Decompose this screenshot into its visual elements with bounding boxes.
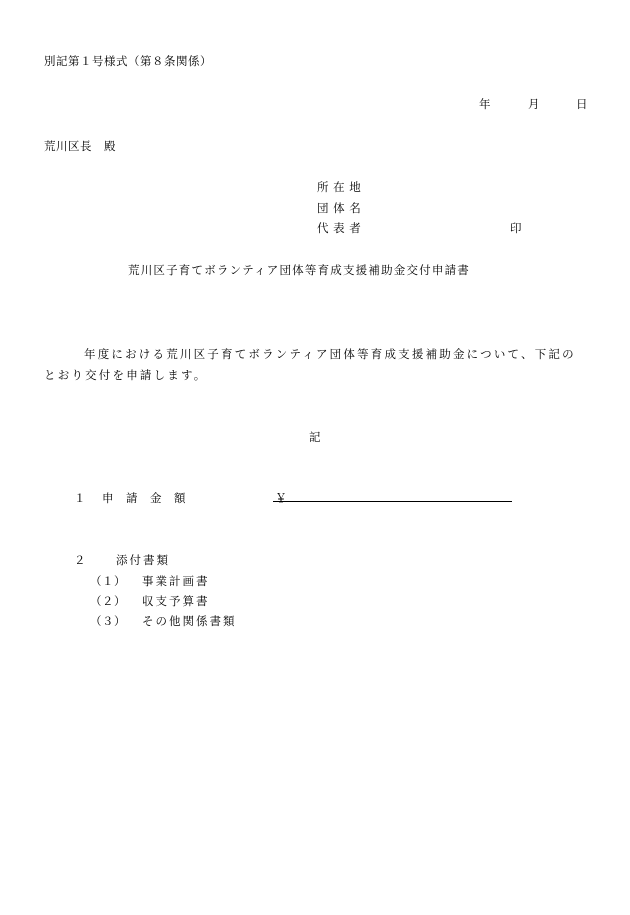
attachment-1-number: （１） bbox=[90, 574, 126, 588]
representative-label: 代 表 者 bbox=[317, 221, 362, 235]
item1-number: １ bbox=[74, 491, 86, 505]
addressee: 荒川区長 殿 bbox=[44, 139, 116, 153]
group-name-label: 団 体 名 bbox=[317, 201, 362, 215]
attachment-3-number: （３） bbox=[90, 614, 126, 628]
date-month: 月 bbox=[528, 97, 540, 111]
date-day: 日 bbox=[576, 97, 588, 111]
amount-underline bbox=[273, 501, 512, 502]
form-id: 別記第１号様式（第８条関係） bbox=[44, 54, 212, 68]
address-label: 所 在 地 bbox=[317, 180, 362, 194]
attachment-1-label: 事業計画書 bbox=[142, 574, 210, 588]
attachment-2-label: 収支予算書 bbox=[142, 594, 210, 608]
body-line-2: とおり交付を申請します。 bbox=[44, 368, 208, 382]
seal-mark: 印 bbox=[510, 221, 522, 235]
item1-label: 申 請 金 額 bbox=[102, 491, 186, 505]
attachment-2-number: （２） bbox=[90, 594, 126, 608]
body-line-1: 年度における荒川区子育てボランティア団体等育成支援補助金について、下記の bbox=[84, 347, 576, 361]
item2-number: ２ bbox=[74, 553, 86, 567]
ki-heading: 記 bbox=[309, 430, 321, 444]
document-title: 荒川区子育てボランティア団体等育成支援補助金交付申請書 bbox=[128, 263, 470, 277]
attachment-3-label: その他関係書類 bbox=[142, 614, 237, 628]
yen-sign: ￥ bbox=[275, 491, 288, 505]
date-year: 年 bbox=[479, 97, 491, 111]
item2-label: 添付書類 bbox=[116, 553, 170, 567]
